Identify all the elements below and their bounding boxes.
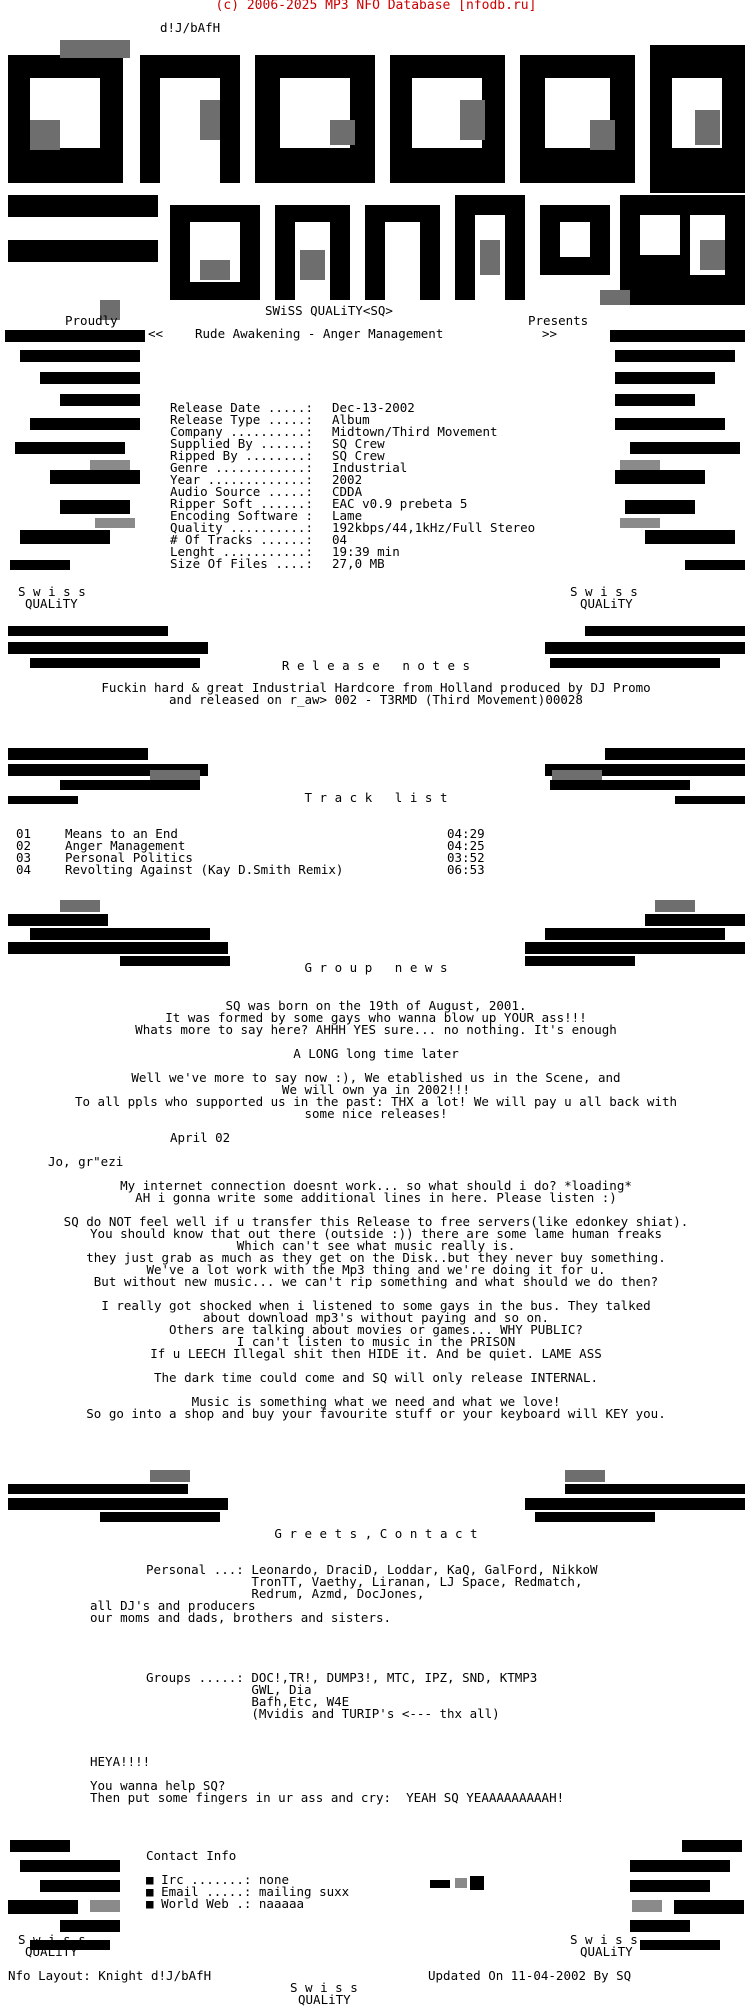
greets-divider <box>8 1484 745 1522</box>
info-value: 27,0 MB <box>332 556 385 571</box>
news-line: I can't listen to music in the PRISON <box>236 1334 516 1349</box>
info-value: 2002 <box>332 472 363 487</box>
bullet-icon: ■ <box>146 1884 162 1899</box>
info-label: Supplied By ......: <box>170 436 313 451</box>
proudly-text: Proudly <box>65 313 118 328</box>
swiss-right-2: QUALiTY <box>580 1944 633 1959</box>
contact-web-text: World Web .: naaaaa <box>161 1896 305 1911</box>
news-line: they just grab as much as they get on the Disk..but they never buy something. <box>86 1250 666 1265</box>
news-line: It was formed by some gays who wanna blow up YOUR ass!!! <box>165 1010 587 1025</box>
info-value: EAC v0.9 prebeta 5 <box>332 496 468 511</box>
track-list-heading: T r a c k l i s t <box>304 790 448 805</box>
swiss-left-1: S w i s s <box>18 1932 86 1947</box>
swiss-left-2: QUALiTY <box>25 596 78 611</box>
info-value: CDDA <box>332 484 363 499</box>
news-line: So go into a shop and buy your favourite stuff or your keyboard will KEY you. <box>86 1406 666 1421</box>
info-label: Release Date .....: <box>170 400 313 415</box>
info-value: Dec-13-2002 <box>332 400 415 415</box>
swiss-left-1: S w i s s <box>18 584 86 599</box>
release-notes-line-1: Fuckin hard & great Industrial Hardcore from Holland produced by DJ Promo <box>101 680 651 695</box>
info-label: Quality ..........: <box>170 520 313 535</box>
personal-line: our moms and dads, brothers and sisters. <box>90 1610 392 1625</box>
info-label: Encoding Software : <box>170 508 313 523</box>
news-line: about download mp3's without paying and so on. <box>202 1310 550 1325</box>
info-label: Release Type .....: <box>170 412 313 427</box>
news-line: I really got shocked when i listened to some gays in the bus. They talked <box>101 1298 651 1313</box>
personal-line: Redrum, Azmd, DocJones, <box>146 1586 425 1601</box>
news-line: Whats more to say here? AHHH YES sure... no nothing. It's enough <box>135 1022 617 1037</box>
contact-irc-text: Irc .......: none <box>161 1872 289 1887</box>
news-line: If u LEECH Illegal shit then HIDE it. And be quiet. LAME ASS <box>150 1346 602 1361</box>
news-line: SQ was born on the 19th of August, 2001. <box>225 998 527 1013</box>
presents-text: Presents <box>528 313 589 328</box>
footer-layout-credit: Nfo Layout: Knight d!J/bAfH <box>8 1968 212 1983</box>
release-notes-line-2: and released on r_aw> 002 - T3RMD (Third Movement)00028 <box>169 692 583 707</box>
swiss-right-1: S w i s s <box>570 1932 638 1947</box>
track-number: 03 <box>16 850 32 865</box>
info-value: 04 <box>332 532 348 547</box>
swiss-right-2: QUALiTY <box>580 596 633 611</box>
personal-line: TronTT, Vaethy, Liranan, LJ Space, Redmatch, <box>146 1574 583 1589</box>
footer-swiss-1: S w i s s <box>290 1980 358 1995</box>
arrow-right: >> <box>542 326 558 341</box>
info-label: Genre ............: <box>170 460 313 475</box>
group-news-heading: G r o u p n e w s <box>304 960 448 975</box>
info-value: Midtown/Third Movement <box>332 424 498 439</box>
news-line: Others are talking about movies or games... WHY PUBLIC? <box>169 1322 583 1337</box>
footer-swiss-2: QUALiTY <box>298 1992 351 2007</box>
info-label: Year .............: <box>170 472 313 487</box>
info-value: 192kbps/44,1kHz/Full Stereo <box>332 520 536 535</box>
track-title: Anger Management <box>65 838 186 853</box>
info-value: Industrial <box>332 460 408 475</box>
database-header: (c) 2006-2025 MP3 NFO Database [nfodb.ru] <box>215 0 537 13</box>
track-number: 04 <box>16 862 32 877</box>
help-line: You wanna help SQ? <box>90 1778 226 1793</box>
news-date: April 02 <box>170 1130 231 1145</box>
contact-web <box>146 1898 304 1910</box>
track-time: 06:53 <box>447 862 485 877</box>
track-title: Revolting Against (Kay D.Smith Remix) <box>65 862 344 877</box>
info-label: Size Of Files ....: <box>170 556 313 571</box>
news-greet: Jo, gr"ezi <box>48 1154 124 1169</box>
track-title: Means to an End <box>65 826 178 841</box>
news-line: Well we've more to say now :), We etablished us in the Scene, and <box>131 1070 621 1085</box>
release-title: Rude Awakening - Anger Management <box>195 326 444 341</box>
news-line: We've a lot work with the Mp3 thing and we're doing it for u. <box>146 1262 606 1277</box>
info-label: Company ..........: <box>170 424 313 439</box>
bullet-icon: ■ <box>146 1896 162 1911</box>
groups-line: GWL, Dia <box>146 1682 312 1697</box>
track-time: 04:25 <box>447 838 485 853</box>
news-line: We will own ya in 2002!!! <box>281 1082 471 1097</box>
news-line: You should know that out there (outside :)) there are some lame human freaks <box>90 1226 662 1241</box>
news-line: AH i gonna write some additional lines in here. Please listen :) <box>135 1190 617 1205</box>
info-label: Audio Source .....: <box>170 484 313 499</box>
news-line: The dark time could come and SQ will only release INTERNAL. <box>153 1370 598 1385</box>
contact-email-text: Email .....: mailing suxx <box>161 1884 350 1899</box>
track-number: 02 <box>16 838 32 853</box>
news-line: some nice releases! <box>304 1106 448 1121</box>
info-label: # Of Tracks ......: <box>170 532 313 547</box>
track-time: 04:29 <box>447 826 485 841</box>
news-line: Which can't see what music really is. <box>236 1238 516 1253</box>
release-notes-heading: R e l e a s e n o t e s <box>281 658 471 673</box>
help-line: Then put some fingers in ur ass and cry: YEAH SQ YEAAAAAAAAAH! <box>90 1790 565 1805</box>
news-line: SQ do NOT feel well if u transfer this Release to free servers(like edonkey shiat). <box>63 1214 689 1229</box>
heya-text: HEYA!!!! <box>90 1754 151 1769</box>
news-later: A LONG long time later <box>293 1046 459 1061</box>
group-news-divider <box>8 914 745 966</box>
info-value: 19:39 min <box>332 544 400 559</box>
groups-line: (Mvidis and TURIP's <--- thx all) <box>146 1706 500 1721</box>
info-value: Album <box>332 412 370 427</box>
greets-heading: G r e e t s , C o n t a c t <box>274 1526 478 1541</box>
news-line: To all ppls who supported us in the past: THX a lot! We will pay u all back with <box>74 1094 678 1109</box>
info-value: SQ Crew <box>332 436 385 451</box>
personal-line: Personal ...: Leonardo, DraciD, Loddar, KaQ, GalFord, NikkoW <box>146 1562 598 1577</box>
bullet-icon: ■ <box>146 1872 162 1887</box>
logo-bottom-row <box>8 195 745 305</box>
contact-title: Contact Info <box>146 1848 237 1863</box>
groups-line: Groups .....: DOC!,TR!, DUMP3!, MTC, IPZ, SND, KTMP3 <box>146 1670 538 1685</box>
info-value: SQ Crew <box>332 448 385 463</box>
news-line: But without new music... we can't rip something and what should we do then? <box>93 1274 659 1289</box>
arrow-left: << <box>148 326 164 341</box>
footer-updated: Updated On 11-04-2002 By SQ <box>428 1968 632 1983</box>
info-label: Ripper Soft ......: <box>170 496 313 511</box>
news-line: Music is something what we need and what we love! <box>191 1394 561 1409</box>
info-label: Lenght ...........: <box>170 544 313 559</box>
swiss-right-1: S w i s s <box>570 584 638 599</box>
news-line: My internet connection doesnt work... so what should i do? *loading* <box>120 1178 632 1193</box>
track-number: 01 <box>16 826 32 841</box>
track-time: 03:52 <box>447 850 485 865</box>
track-title: Personal Politics <box>65 850 193 865</box>
info-value: Lame <box>332 508 363 523</box>
group-name: SWiSS QUALiTY<SQ> <box>265 303 393 318</box>
logo-top-row <box>8 45 745 193</box>
groups-line: Bafh,Etc, W4E <box>146 1694 350 1709</box>
personal-line: all DJ's and producers <box>90 1598 256 1613</box>
info-label: Ripped By ........: <box>170 448 313 463</box>
swiss-left-2: QUALiTY <box>25 1944 78 1959</box>
author-tag: d!J/bAfH <box>160 20 221 35</box>
